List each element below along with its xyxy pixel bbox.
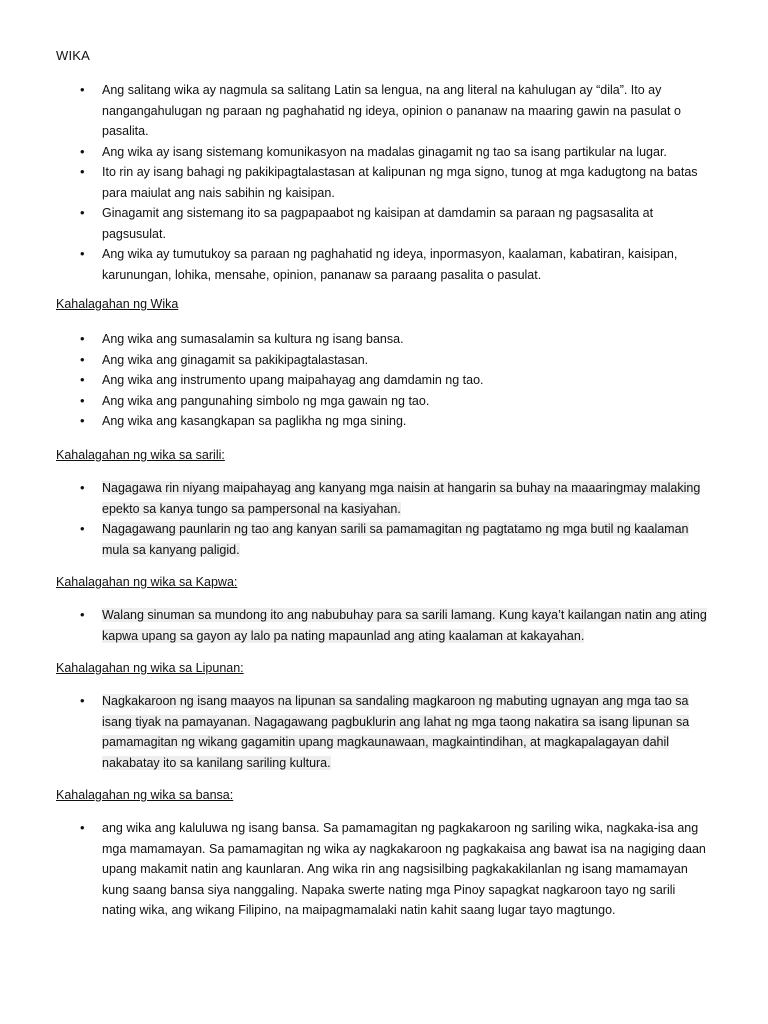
list-item: • Ang wika ang kasangkapan sa paglikha ng mga sining. (80, 411, 710, 432)
list-item: • ang wika ang kaluluwa ng isang bansa. Sa pamamagitan ng pagkakaroon ng sariling wika, nagkaka-isa ang mga mamamayan. Sa pamamagitan ng wika ay nagkakaroon ng pagkakaisa ang bawat isa na nagiging daan upang makamit natin ang kaunlaran. Ang wika rin ang nagsisilbing pagkakakilanlan ng isang mamamayan kung saang bansa siya nanggaling. Napaka swerte nating mga Pinoy sapagkat nagkaroon tayo ng sarili nating wika, ang wikang Filipino, na maipagmamalaki natin kahit saang lugar tayo magtungo. (80, 818, 710, 921)
section-heading-kapwa: Kahalagahan ng wika sa Kapwa: (56, 575, 238, 589)
section-list (80, 478, 710, 560)
list-item: • Ang wika ang ginagamit sa pakikipagtalastasan. (80, 350, 710, 371)
list-item: • Ang wika ang pangunahing simbolo ng mga gawain ng tao. (80, 391, 710, 412)
list-item: • Ang wika ang sumasalamin sa kultura ng isang bansa. (80, 329, 710, 350)
list-item: • Ginagamit ang sistemang ito sa pagpapaabot ng kaisipan at damdamin sa paraan ng pagsasalita at pagsusulat. (80, 203, 710, 244)
list-item: • Nagagawa rin niyang maipahayag ang kanyang mga naisin at hangarin sa buhay na maaaringmay malaking epekto sa kanya tungo sa pampersonal na kasiyahan. (80, 478, 710, 519)
section-list (80, 691, 710, 773)
section-list (80, 329, 710, 432)
section-heading-lipunan: Kahalagahan ng wika sa Lipunan: (56, 661, 244, 675)
list-item: • Ang wika ay isang sistemang komunikasyon na madalas ginagamit ng tao sa isang partikular na lugar. (80, 142, 710, 163)
section-heading-bansa: Kahalagahan ng wika sa bansa: (56, 788, 234, 802)
list-item: • Ang salitang wika ay nagmula sa salitang Latin sa lengua, na ang literal na kahulugan ay “dila”. Ito ay nangangahulugan ng paraan ng paghahatid ng ideya, opinion o pananaw na maaring gawin na pasulat o pasalita. (80, 80, 710, 142)
intro-list (80, 80, 710, 285)
section-heading-kahalagahan-ng-wika: Kahalagahan ng Wika (56, 297, 179, 311)
section-heading-sarili: Kahalagahan ng wika sa sarili: (56, 448, 225, 462)
section-list (80, 818, 710, 921)
list-item: • Nagagawang paunlarin ng tao ang kanyan sarili sa pamamagitan ng pagtatamo ng mga butil ng kaalaman mula sa kanyang paligid. (80, 519, 710, 560)
list-item: • Walang sinuman sa mundong ito ang nabubuhay para sa sarili lamang. Kung kaya’t kailangan natin ang ating kapwa upang sa gayon ay lalo pa nating mapaunlad ang ating kaalaman at kakayahan. (80, 605, 710, 646)
page-title: WIKA (56, 48, 91, 63)
list-item: • Ito rin ay isang bahagi ng pakikipagtalastasan at kalipunan ng mga signo, tunog at mga kadugtong na batas para maiulat ang nais sabihin ng kaisipan. (80, 162, 710, 203)
list-item: • Ang wika ay tumutukoy sa paraan ng paghahatid ng ideya, inpormasyon, kaalaman, kabatiran, kaisipan, karunungan, lohika, mensahe, opinion, pananaw sa paraang pasalita o pasulat. (80, 244, 710, 285)
list-item: • Nagkakaroon ng isang maayos na lipunan sa sandaling magkaroon ng mabuting ugnayan ang mga tao sa isang tiyak na pamayanan. Nagagawang pagbuklurin ang lahat ng mga taong nakatira sa isang lipunan sa pamamagitan ng wikang gagamitin upang magkaunawaan, magkaintindihan, at magkapalagayan dahil nakabatay ito sa kanilang sariling kultura. (80, 691, 710, 773)
list-item: • Ang wika ang instrumento upang maipahayag ang damdamin ng tao. (80, 370, 710, 391)
section-list (80, 605, 710, 646)
